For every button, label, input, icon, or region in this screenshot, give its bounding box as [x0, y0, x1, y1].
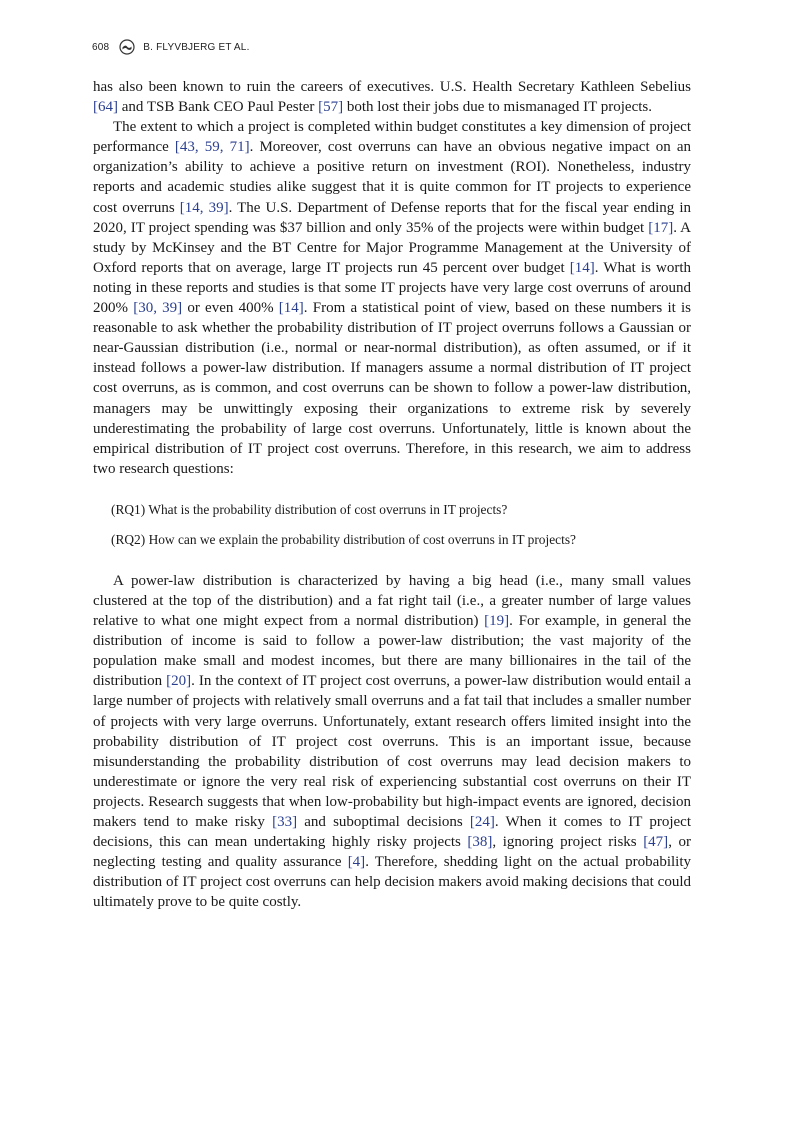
citation-link[interactable]: [14, 39]: [179, 199, 229, 216]
paragraph: has also been known to ruin the careers of executives. U.S. Health Secretary Kathleen Sebelius [64] and TSB Bank CEO Paul Pester [57] both lost their jobs due to mismanaged IT projects.: [93, 79, 691, 116]
paragraph: The extent to which a project is completed within budget constitutes a key dimension of project performance [43, 59, 71]. Moreover, cost overruns can have an obvious negative impact on an organization’s ability to achieve a positive return on investment (ROI). Nonetheless, industry reports and academic studies alike suggest that it is quite common for IT projects to experience cost overruns [14, 39]. The U.S. Department of Defense reports that for the fiscal year ending in 2020, IT project spending was $37 billion and only 35% of the projects were within budget [17]. A study by McKinsey and the BT Centre for Major Programme Management at the University of Oxford reports that on average, large IT projects run 45 percent over budget [14]. What is worth noting in these reports and studies is that some IT projects have very large cost overruns of around 200% [30, 39] or even 400% [14]. From a statistical point of view, based on these numbers it is reasonable to ask whether the probability distribution of IT project overruns follows a Gaussian or near-Gaussian distribution (i.e., normal or near-normal distribution), as often assumed, or if it instead follows a power-law distribution. If managers assume a normal distribution of IT project cost overruns, as is common, and cost overruns can be shown to follow a power-law distribution, managers may be unwittingly exposing their organizations to extreme risk by severely underestimating the probability of large cost overruns. Unfortunately, little is known about the empirical distribution of IT project cost overruns. Therefore, in this research, we aim to address two research questions:: [93, 119, 691, 477]
research-questions-list: [111, 501, 691, 549]
citation-link[interactable]: [30, 39]: [133, 300, 183, 317]
citation-link[interactable]: [33]: [272, 814, 298, 830]
citation-link[interactable]: [47]: [643, 834, 669, 851]
citation-link[interactable]: [14]: [569, 259, 595, 276]
article-body: [93, 77, 691, 912]
citation-link[interactable]: [64]: [93, 99, 118, 116]
running-head-authors: B. FLYVBJERG ET AL.: [143, 41, 250, 53]
citation-link[interactable]: [43, 59, 71]: [174, 139, 250, 156]
citation-link[interactable]: [24]: [469, 814, 495, 830]
citation-link[interactable]: [14]: [278, 300, 304, 317]
citation-link[interactable]: [57]: [318, 99, 344, 116]
paragraph: A power-law distribution is characterized by having a big head (i.e., many small values clustered at the top of the distribution) and a fat right tail (i.e., a greater number of large values relative to what one might expect from a normal distribution) [19]. For example, in general the distribution of income is said to follow a power-law distribution; the vast majority of the population make small and modest incomes, but there are many billionaires in the tail of the distribution [20]. In the context of IT project cost overruns, a power-law distribution would entail a large number of projects with relatively small overruns and a fat tail that includes a smaller number of projects with very large overruns. Unfortunately, extant research offers limited insight into the probability distribution of IT project cost overruns. This is an important issue, because misunderstanding the probability distribution of cost overruns may lead decision makers to underestimate or ignore the very real risk of experiencing substantial cost overruns on their IT projects. Research suggests that when low-probability but high-impact events are ignored, decision makers tend to make risky [33] and suboptimal decisions [24]. When it comes to IT project decisions, this can mean undertaking highly risky projects [38], ignoring project risks [47], or neglecting testing and quality assurance [4]. Therefore, shedding light on the actual probability distribution of IT project cost overruns can help decision makers avoid making decisions that could ultimately prove to be quite costly.: [93, 572, 691, 911]
page-number: 608: [92, 41, 110, 53]
research-question-1: (RQ1) What is the probability distribution of cost overruns in IT projects?: [111, 501, 508, 517]
citation-link[interactable]: [19]: [484, 613, 510, 630]
taylor-francis-logo-icon: [119, 39, 135, 55]
citation-link[interactable]: [4]: [347, 854, 366, 871]
citation-link[interactable]: [17]: [648, 219, 674, 236]
research-question-2: (RQ2) How can we explain the probability distribution of cost overruns in IT projects?: [111, 531, 576, 547]
running-head: [92, 39, 250, 55]
citation-link[interactable]: [20]: [166, 673, 192, 690]
citation-link[interactable]: [38]: [467, 834, 493, 851]
